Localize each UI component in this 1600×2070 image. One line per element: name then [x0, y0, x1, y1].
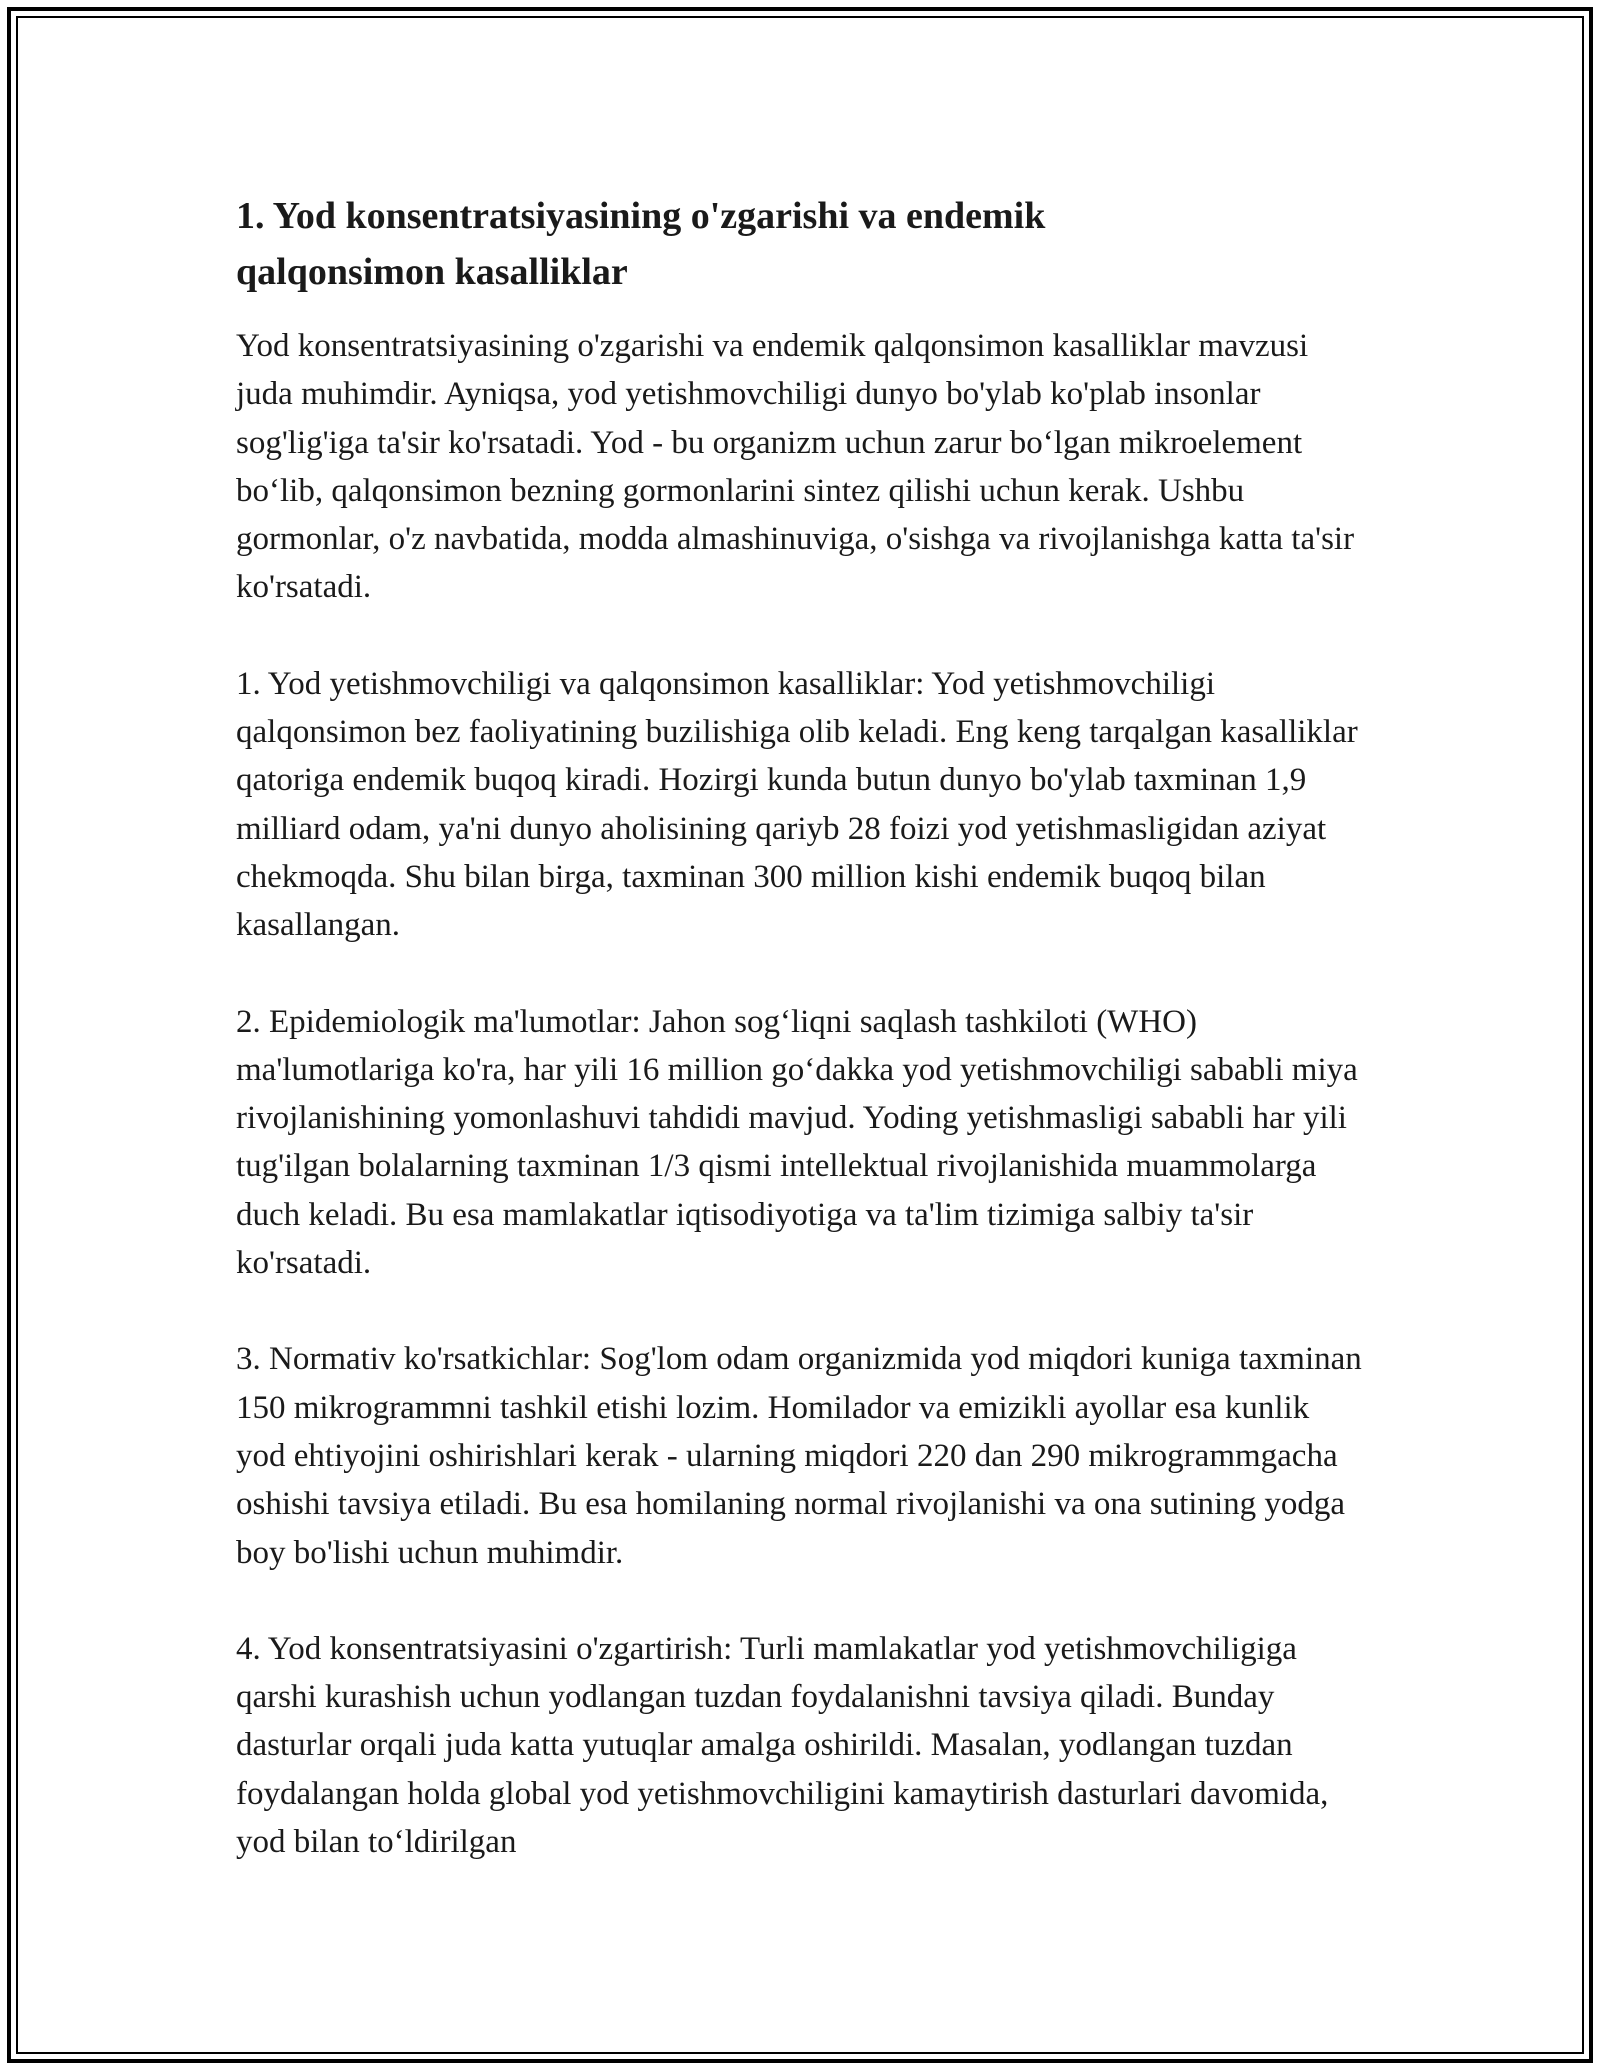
document-body	[236, 188, 1366, 1914]
paragraph-normative-indicators: 3. Normativ ko'rsatkichlar: Sog'lom odam organizmida yod miqdori kuniga taxminan 150 mikrogrammni tashkil etishi lozim. Homilador va emizikli ayollar esa kunlik yod ehtiyojini oshirishlari kerak - ularning miqdori 220 dan 290 mikrogrammgacha oshishi tavsiya etiladi. Bu esa homilaning normal rivojlanishi va ona sutining yodga boy bo'lishi uchun muhimdir.	[236, 1341, 1362, 1571]
paragraph-iodine-deficiency: 1. Yod yetishmovchiligi va qalqonsimon kasalliklar: Yod yetishmovchiligi qalqonsimon bez faoliyatining buzilishiga olib keladi. Eng keng tarqalgan kasalliklar qatoriga endemik buqoq kiradi. Hozirgi kunda butun dunyo bo'ylab taxminan 1,9 milliard odam, ya'ni dunyo aholisining qariyb 28 foizi yod yetishmasligidan aziyat chekmoqda. Shu bilan birga, taxminan 300 million kishi endemik buqoq bilan kasallangan.	[236, 665, 1358, 944]
paragraph-epidemiology: 2. Epidemiologik ma'lumotlar: Jahon sog‘liqni saqlash tashkiloti (WHO) ma'lumotlariga ko'ra, har yili 16 million go‘dakka yod yetishmovchiligi sababli miya rivojlanishining yomonlashuvi tahdidi mavjud. Yoding yetishmasligi sababli har yili tug'ilgan bolalarning taxminan 1/3 qismi intellektual rivojlanishida muammolarga duch keladi. Bu esa mamlakatlar iqtisodiyotiga va ta'lim tizimiga salbiy ta'sir ko'rsatadi.	[236, 1003, 1358, 1282]
paragraph-intro: Yod konsentratsiyasining o'zgarishi va endemik qalqonsimon kasalliklar mavzusi juda muhimdir. Ayniqsa, yod yetishmovchiligi dunyo bo'ylab ko'plab insonlar sog'lig'iga ta'sir ko'rsatadi. Yod - bu organizm uchun zarur bo‘lgan mikroelement bo‘lib, qalqonsimon bezning gormonlarini sintez qilishi uchun kerak. Ushbu gormonlar, o'z navbatida, modda almashinuviga, o'sishga va rivojlanishga katta ta'sir ko'rsatadi.	[236, 328, 1355, 606]
paragraph-iodine-change: 4. Yod konsentratsiyasini o'zgartirish: Turli mamlakatlar yod yetishmovchiligiga qarshi kurashish uchun yodlangan tuzdan foydalanishni tavsiya qiladi. Bunday dasturlar orqali juda katta yutuqlar amalga oshirildi. Masalan, yodlangan tuzdan foydalangan holda global yod yetishmovchiligini kamaytirish dasturlari davomida, yod bilan to‘ldirilgan	[236, 1630, 1329, 1861]
document-title: 1. Yod konsentratsiyasining o'zgarishi va endemik qalqonsimon kasalliklar	[236, 195, 1046, 293]
